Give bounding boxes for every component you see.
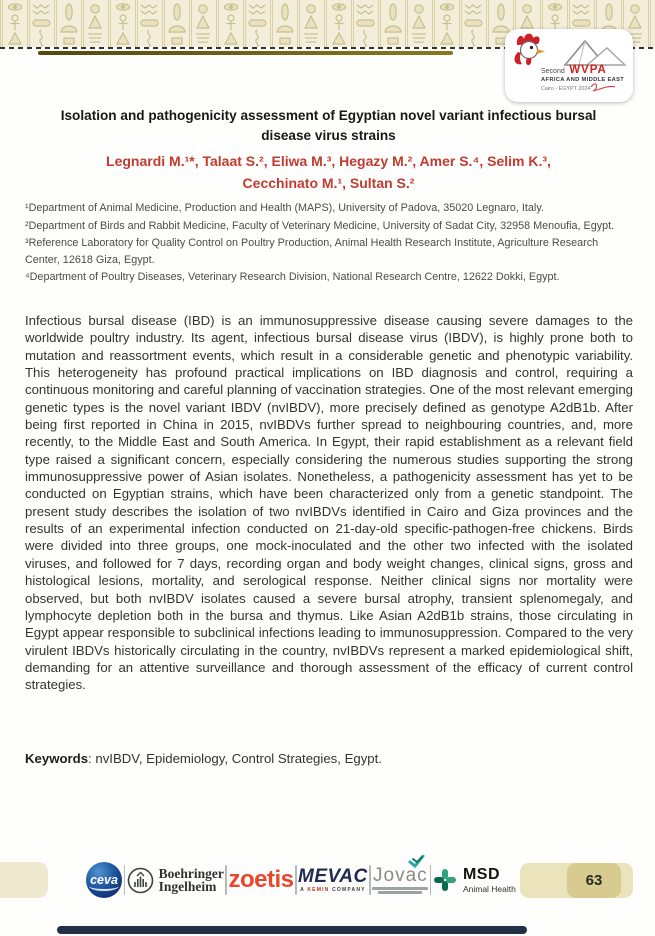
logo-separator bbox=[295, 865, 297, 895]
jovac-arabic-subtext bbox=[372, 887, 428, 894]
jovac-bird-icon bbox=[408, 855, 426, 868]
logo-separator bbox=[369, 865, 371, 895]
bottom-edge-bar bbox=[57, 926, 527, 934]
badge-wvpa-label: WVPA bbox=[569, 64, 607, 76]
keywords-text: : nvIBDV, Epidemiology, Control Strategies, Egypt. bbox=[88, 751, 382, 766]
sponsor-logo-strip bbox=[86, 856, 516, 904]
page-number-band bbox=[520, 863, 633, 898]
paper-title-line1: Isolation and pathogenicity assessment of Egyptian novel variant infectious bursal bbox=[60, 108, 597, 123]
mevac-label: MEVAC bbox=[298, 866, 368, 887]
kemin-label: KEMIN bbox=[307, 887, 330, 893]
ceva-logo-label: ceva bbox=[90, 873, 118, 887]
keywords-line bbox=[25, 751, 633, 766]
author-list bbox=[25, 151, 632, 194]
abstract-text: Infectious bursal disease (IBD) is an immunosuppressive disease causing severe damages to the worldwide poultry industry. Its agent, infectious bursal disease virus (IBDV), is highly prone both to mutation and reassortment events, which result in a considerable genetic and phenotypic variability. This heterogeneity has profound practical implications on IBD diagnosis and control, requiring a continuous monitoring and careful planning of vaccination strategies. One of the most relevant emerging genetic types is the novel variant IBDV (nvIBDV), more precisely defined as genotype A2dB1b. After being first reported in China in 2015, nvIBDVs further spread to neighbouring countries, and, more recently, to the Middle East and South America. In Egypt, their rapid establishment as a relevant field type raised a significant concern, especially considering the numerous studies supporting the strong immunosuppressive power of Asian isolates. Nonetheless, a pathogenicity assessment has yet to be conducted on Egyptian strains, which have been characterized only from a genetic standpoint. The present study describes the isolation of two nvIBDVs identified in Cairo and Giza provinces and the results of an experimental infection conducted on 21-day-old specific-pathogen-free chickens. Birds were divided into three groups, one mock-inoculated and the other two infected with the isolated viruses, and followed for 7 days, recording organ and body weight changes, clinical signs, gross and histological lesions, mortality, and serological response. Neither clinical signs nor mortality were observed, but both nvIBDV isolates caused a severe bursal atrophy, transient splenomegaly, and lymphocyte depletion both in the bursa and thymus. Like Asian A2dB1b strains, those circulating in Egypt appear responsible to subclinical infections leading to immunosuppression. Compared to the very virulent IBDVs historically circulating in the country, nvIBDVs represent a marked epidemiological shift, demanding for an attentive surveillance and thorough assessment of the efficacy of current control strategies. bbox=[25, 313, 633, 693]
paper-title bbox=[25, 106, 632, 145]
authors-line1: Legnardi M.¹*, Talaat S.², Eliwa M.³, Hegazy M.², Amer S.⁴, Selim K.³, bbox=[106, 153, 551, 169]
rooster-pyramids-icon bbox=[505, 29, 633, 69]
badge-city-label: Cairo - EGYPT 2024 bbox=[541, 86, 591, 92]
msd-emblem-icon bbox=[433, 868, 457, 892]
zoetis-logo: zoetis bbox=[228, 866, 294, 893]
logo-separator bbox=[430, 865, 432, 895]
boehringer-emblem-icon bbox=[127, 867, 154, 894]
authors-line2: Cecchinato M.¹, Sultan S.² bbox=[242, 174, 415, 191]
affiliation-1: ¹Department of Animal Medicine, Production and Health (MAPS), University of Padova, 35020 Legnaro, Italy. bbox=[25, 202, 544, 214]
jovac-logo bbox=[372, 866, 428, 894]
badge-second-label: Second bbox=[541, 68, 565, 75]
page-number-badge: 63 bbox=[567, 863, 621, 898]
paper-title-line2: disease virus strains bbox=[261, 127, 396, 143]
mevac-subline: A KEMIN COMPANY bbox=[300, 887, 366, 893]
badge-region-label: AFRICA AND MIDDLE EAST bbox=[541, 77, 625, 83]
msd-label: MSD bbox=[462, 865, 501, 883]
affiliation-2: ²Department of Birds and Rabbit Medicine, Faculty of Veterinary Medicine, University of Sadat City, 32958 Menoufia, Egypt. bbox=[25, 219, 615, 232]
jovac-label: Jovac bbox=[373, 865, 428, 887]
affiliation-4: ⁴Department of Poultry Diseases, Veterinary Research Division, National Research Centre, 12622 Dokki, Egypt. bbox=[25, 271, 560, 283]
msd-logo bbox=[433, 867, 516, 894]
ceva-logo bbox=[86, 862, 122, 898]
boehringer-label-line1: Boehringer bbox=[158, 865, 224, 881]
msd-subline: Animal Health bbox=[462, 883, 516, 894]
logo-separator bbox=[124, 865, 126, 895]
mevac-logo bbox=[298, 867, 368, 893]
affiliation-list bbox=[25, 200, 632, 287]
keywords-label: Keywords bbox=[25, 751, 89, 766]
affiliation-3: ³Reference Laboratory for Quality Control on Poultry Production, Animal Health Research Institute, Agriculture Research Center, 12618 Giza, Egypt. bbox=[25, 237, 599, 266]
logo-separator bbox=[225, 865, 227, 895]
footer-left-tab bbox=[0, 862, 48, 898]
wvpa-conference-badge bbox=[505, 29, 633, 102]
olive-rule bbox=[38, 51, 453, 55]
boehringer-label-line2: Ingelheim bbox=[158, 879, 217, 894]
boehringer-ingelheim-logo bbox=[127, 867, 224, 894]
